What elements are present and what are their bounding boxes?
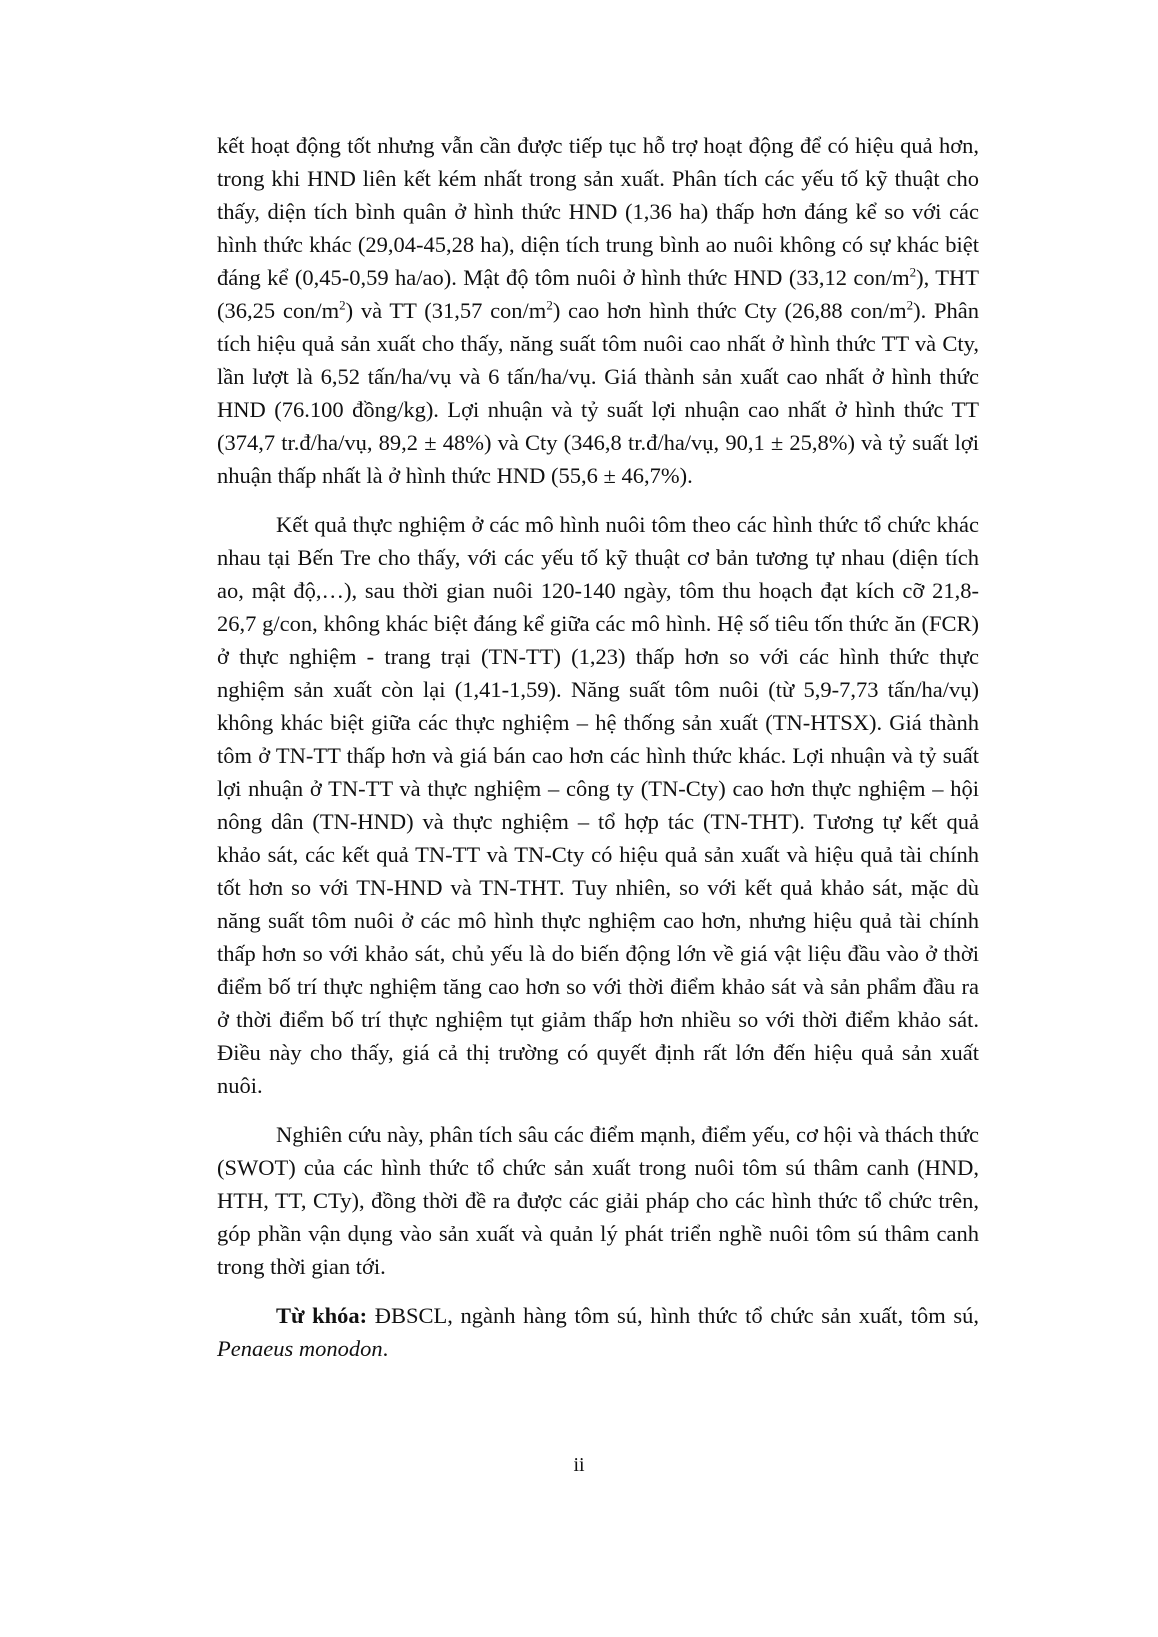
text-span: kết hoạt động tốt nhưng vẫn cần được tiếp tục hỗ trợ hoạt động để có hiệu quả hơn, trong khi HND liên kết kém nhất trong sản xuất. Phân tích các yếu tố kỹ thuật cho thấy, diện tích bình quân ở hình thức HND (1,36 ha) thấp hơn đáng kể so với các hình thức khác (29,04-45,28 ha), diện tích trung bình ao nuôi không có sự khác biệt đáng kể (0,45-0,59 ha/ao). Mật độ tôm nuôi ở hình thức HND (33,12 con/m	[217, 133, 979, 290]
species-name: Penaeus monodon	[217, 1336, 383, 1361]
abstract-body	[217, 129, 979, 1381]
superscript: 2	[909, 264, 917, 280]
text-span: ), THT (36,25 con/m	[217, 265, 980, 323]
superscript: 2	[546, 297, 553, 313]
keywords-text: ĐBSCL, ngành hàng tôm sú, hình thức tổ chức sản xuất, tôm sú,	[367, 1303, 979, 1328]
paragraph-swot-summary: Nghiên cứu này, phân tích sâu các điểm mạnh, điểm yếu, cơ hội và thách thức (SWOT) của các hình thức tổ chức sản xuất trong nuôi tôm sú thâm canh (HND, HTH, TT, CTy), đồng thời đề ra được các giải pháp cho các hình thức tổ chức trên, góp phần vận dụng vào sản xuất và quản lý phát triển nghề nuôi tôm sú thâm canh trong thời gian tới.	[217, 1122, 979, 1279]
superscript: 2	[906, 297, 914, 313]
text-span: ) và TT (31,57 con/m	[345, 298, 547, 323]
paragraph-survey-results	[217, 129, 979, 492]
text-span: ). Phân tích hiệu quả sản xuất cho thấy, năng suất tôm nuôi cao nhất ở hình thức TT và Cty, lần lượt là 6,52 tấn/ha/vụ và 6 tấn/ha/vụ. Giá thành sản xuất cao nhất ở hình thức HND (76.100 đồng/kg). Lợi nhuận và tỷ suất lợi nhuận cao nhất ở hình thức TT (374,7 tr.đ/ha/vụ, 89,2 ± 48%) và Cty (346,8 tr.đ/ha/vụ, 90,1 ± 25,8%) và tỷ suất lợi nhuận thấp nhất là ở hình thức HND (55,6 ± 46,7%).	[217, 298, 979, 488]
keywords-end: .	[382, 1336, 389, 1361]
text-span: ) cao hơn hình thức Cty (26,88 con/m	[552, 298, 907, 323]
superscript: 2	[339, 297, 346, 313]
paragraph-experiment-results: Kết quả thực nghiệm ở các mô hình nuôi tôm theo các hình thức tổ chức khác nhau tại Bến Tre cho thấy, với các yếu tố kỹ thuật cơ bản tương tự nhau (diện tích ao, mật độ,…), sau thời gian nuôi 120-140 ngày, tôm thu hoạch đạt kích cỡ 21,8-26,7 g/con, không khác biệt đáng kể giữa các mô hình. Hệ số tiêu tốn thức ăn (FCR) ở thực nghiệm - trang trại (TN-TT) (1,23) thấp hơn so với các hình thức thực nghiệm sản xuất còn lại (1,41-1,59). Năng suất tôm nuôi (từ 5,9-7,73 tấn/ha/vụ) không khác biệt giữa các thực nghiệm – hệ thống sản xuất (TN-HTSX). Giá thành tôm ở TN-TT thấp hơn và giá bán cao hơn các hình thức khác. Lợi nhuận và tỷ suất lợi nhuận ở TN-TT và thực nghiệm – công ty (TN-Cty) cao hơn thực nghiệm – hội nông dân (TN-HND) và thực nghiệm – tổ hợp tác (TN-THT). Tương tự kết quả khảo sát, các kết quả TN-TT và TN-Cty có hiệu quả sản xuất và hiệu quả tài chính tốt hơn so với TN-HND và TN-THT. Tuy nhiên, so với kết quả khảo sát, mặc dù năng suất tôm nuôi ở các mô hình thực nghiệm cao hơn, nhưng hiệu quả tài chính thấp hơn so với khảo sát, chủ yếu là do biến động lớn về giá vật liệu đầu vào ở thời điểm bố trí thực nghiệm tăng cao hơn so với thời điểm khảo sát và sản phẩm đầu ra ở thời điểm bố trí thực nghiệm tụt giảm thấp hơn nhiều so với thời điểm khảo sát. Điều này cho thấy, giá cả thị trường có quyết định rất lớn đến hiệu quả sản xuất nuôi.	[217, 512, 979, 1098]
keywords-label: Từ khóa:	[276, 1303, 368, 1328]
page-number: ii	[573, 1454, 585, 1476]
keywords-line	[217, 1299, 979, 1365]
